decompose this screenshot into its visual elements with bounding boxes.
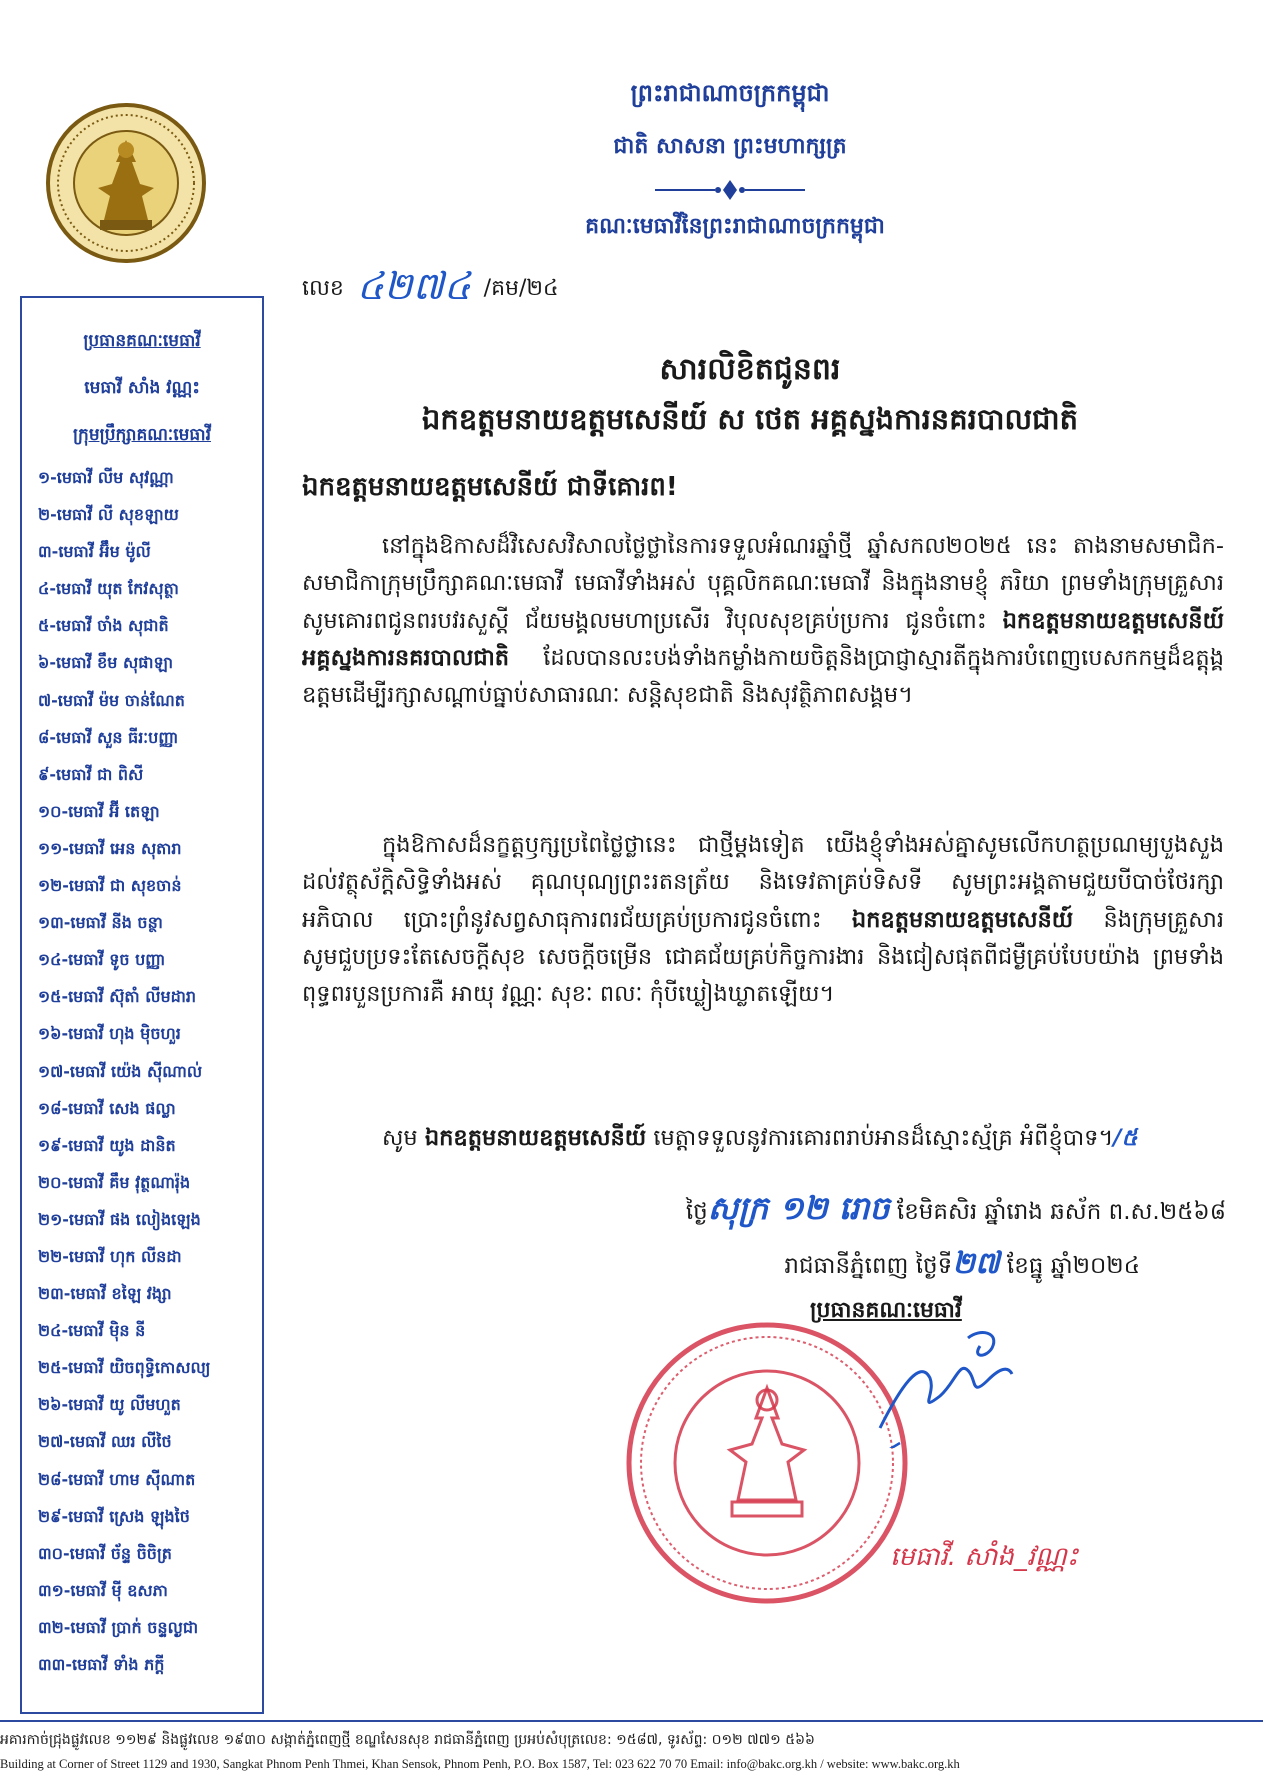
list-item: ៤-មេធាវី យុត កែវសុត្ថា [38, 579, 179, 599]
list-item: ៦-មេធាវី ខឹម សុផាឡា [38, 653, 173, 673]
lunar-date-rest: ខែមិគសិរ ឆ្នាំរោង ឆស័ក ព.ស.២៥៦៨ [889, 1199, 1226, 1225]
letter-title: សារលិខិតជូនពរ [659, 352, 841, 387]
list-item: ២៦-មេធាវី យូ លីមហួត [38, 1395, 181, 1415]
list-item: ២០-មេធាវី គឹម វុត្ថណារ៉ុង [38, 1172, 191, 1192]
list-item: ២៨-មេធាវី ហាម ស៊ីណាត [38, 1469, 196, 1489]
list-item: ២២-មេធាវី ហុក លីនដា [38, 1246, 182, 1266]
list-item: ២៥-មេធាវី យិចពុទ្ធិកោសល្យ [38, 1358, 211, 1378]
paragraph-2-bold: ឯកឧត្តមនាយឧត្តមសេនីយ៍ [851, 906, 1074, 933]
list-item: ៥-មេធាវី ចាំង សុជាតិ [38, 616, 169, 636]
list-item: ២៤-មេធាវី ម៉ិន នី [38, 1321, 146, 1341]
lunar-date [606, 1188, 1226, 1235]
paragraph-1-text-b: ដែលបានលះបង់ទាំងកម្លាំងកាយចិត្តនិងប្រាជ្ញាស្មារតីក្នុងការបំពេញបេសកកម្មដ៏ឧត្តុង្គឧត្តមដើម្បីរក្សាសណ្តាប់ធ្នាប់សាធារណៈ សន្តិសុខជាតិ និងសុវត្ថិភាពសង្គម។ [302, 644, 1224, 709]
reference-label: លេខ [302, 276, 344, 301]
list-item: ៣-មេធាវី អ៊ឹម ម៉ូលី [38, 542, 151, 562]
handwritten-signature-icon [860, 1318, 1020, 1448]
signatory-name: មេធាវី. សាំង_វណ្ណះ [890, 1542, 1079, 1572]
list-item: ១៤-មេធាវី ទូច បញ្ញា [38, 950, 166, 970]
paragraph-2-text-a: ក្នុងឱកាសដ៏នក្ខត្តឫក្សប្រពៃថ្លៃថ្លានេះ ជាថ្មីម្តងទៀត យើងខ្ញុំទាំងអស់គ្នាសូមលើកហត្ថប្រណម្យបួងសួងដល់វត្ថុស័ក្តិសិទ្ធិទាំងអស់ គុណបុណ្យព្រះរតនត្រ័យ និងទេវតាគ្រប់ទិសទី សូមព្រះអង្គតាមជួយបីបាច់ថែរក្សាអភិបាល ប្រោះព្រំនូវសព្វសាធុការពរជ័យគ្រប់ប្រការជូនចំពោះ [302, 832, 1224, 933]
solar-date-prefix: រាជធានីភ្នំពេញ ថ្ងៃទី [784, 1253, 953, 1279]
list-item: ៧-មេធាវី ម៉ម ចាន់ណែត [38, 690, 185, 710]
footer-address-en: Building at Corner of Street 1129 and 1930, Sangkat Phnom Penh Thmei, Khan Sensok, Phnom Penh, P.O. Box 1587, Tel: 023 622 70 70 Email: info@bakc.org.kh / website: www.bakc.org.kh [0, 1757, 960, 1771]
council-member-list [22, 459, 262, 1683]
paragraph-1 [302, 528, 1224, 714]
reference-suffix: /គម/២៤ [483, 276, 559, 301]
national-motto: ជាតិ សាសនា ព្រះមហាក្សត្រ [613, 134, 847, 159]
paragraph-2-text-b: និងក្រុមគ្រួសារ សូមជួបប្រទះតែសេចក្តីសុខ សេចក្តីចម្រើន ជោគជ័យគ្រប់កិច្ចការងារ និងជៀសផុតពីជម្ងឺគ្រប់បែបយ៉ាង ព្រមទាំងពុទ្ធពរបួនប្រការគឺ អាយុ វណ្ណៈ សុខៈ ពលៈ កុំបីឃ្លៀងឃ្លាតឡើយ។ [302, 906, 1224, 1008]
bar-association-emblem-icon [44, 92, 208, 274]
organization-name: គណៈមេធាវីនៃព្រះរាជាណាចក្រកម្ពុជា [585, 214, 885, 239]
solar-date-rest: ខែធ្នូ ឆ្នាំ២០២៤ [999, 1253, 1140, 1279]
footer-divider [0, 1720, 1263, 1722]
list-item: ១១-មេធាវី អេន សុតារា [38, 838, 182, 858]
lunar-date-handwritten: សុក្រ ១២ រោច [707, 1189, 890, 1227]
letter-subtitle: ឯកឧត្តមនាយឧត្តមសេនីយ៍ ស ថេត អគ្គស្នងការនគរបាលជាតិ [421, 402, 1079, 436]
paragraph-1-bold: ឯកឧត្តមនាយឧត្តមសេនីយ៍ អគ្គស្នងការនគរបាលជាតិ [302, 607, 1224, 671]
header-ornament-icon [655, 178, 805, 202]
list-item: ៩-មេធាវី ជា ពិសី [38, 764, 144, 784]
council-sidebar [20, 296, 264, 1714]
reference-number [302, 262, 559, 318]
list-item: ៣១-មេធាវី ម៉ី ឧសភា [38, 1580, 168, 1600]
list-item: ១២-មេធាវី ជា សុខចាន់ [38, 876, 182, 896]
paragraph-3-text-b: មេត្តាទទួលនូវការគោរពរាប់អានដ៏ស្មោះស្ម័គ្រ អំពីខ្ញុំបាទ។ [646, 1125, 1114, 1151]
handwritten-mark: /៥ [1113, 1125, 1138, 1151]
list-item: ២៧-មេធាវី ឈរ លីថៃ [38, 1432, 172, 1452]
president-heading: ប្រធានគណៈមេធាវី [83, 331, 201, 351]
reference-handwritten-number: ៤២៧៤ [356, 264, 471, 308]
council-heading: ក្រុមប្រឹក្សាគណៈមេធាវី [72, 425, 211, 445]
list-item: ១-មេធាវី លីម សុវណ្ណា [38, 468, 174, 487]
list-item: ២៩-មេធាវី ស្រេង ឡុងថៃ [38, 1506, 190, 1526]
list-item: ១៦-មេធាវី ហុង ម៉ិចហួរ [38, 1024, 181, 1044]
list-item: ២៣-មេធាវី ខឡៃ វង្សា [38, 1284, 172, 1304]
paragraph-3-bold: ឯកឧត្តមនាយឧត្តមសេនីយ៍ [424, 1125, 647, 1151]
list-item: ១៨-មេធាវី សេង ផល្លា [38, 1098, 176, 1118]
kingdom-title: ព្រះរាជាណាចក្រកម្ពុជា [630, 79, 830, 107]
paragraph-2 [302, 827, 1224, 1013]
list-item: ១០-មេធាវី អ៊ី តេឡា [38, 801, 160, 821]
solar-date-day: ២៧ [952, 1246, 1000, 1281]
salutation: ឯកឧត្តមនាយឧត្តមសេនីយ៍ ជាទីគោរព! [302, 472, 678, 502]
list-item: ៣២-មេធាវី ប្រាក់ ចន្ទល្ងជា [38, 1617, 199, 1637]
list-item: ២១-មេធាវី ផង លៀងឡេង [38, 1209, 201, 1229]
president-name: មេធាវី សាំង វណ្ណះ [84, 378, 200, 398]
paragraph-3-text-a: សូម [382, 1125, 425, 1151]
paragraph-1-text-a: នៅក្នុងឱកាសដ៏វិសេសវិសាលថ្លៃថ្លានៃការទទួលអំណរឆ្នាំថ្មី ឆ្នាំសកល២០២៥ នេះ តាងនាមសមាជិក-សមាជិកាក្រុមប្រឹក្សាគណៈមេធាវី មេធាវីទាំងអស់ បុគ្គលិកគណៈមេធាវី និងក្នុងនាមខ្ញុំ ភរិយា ព្រមទាំងក្រុមគ្រួសារ សូមគោរពជូនពរបវរសួស្តី ជ័យមង្គលមហាប្រសើរ វិបុលសុខគ្រប់ប្រការ ជូនចំពោះ [302, 533, 1224, 634]
list-item: ១៧-មេធាវី យ៉េង ស៊ីណាល់ [38, 1061, 203, 1081]
lunar-date-prefix: ថ្ងៃ [685, 1199, 708, 1225]
list-item: ១៣-មេធាវី នីង ចន្ថា [38, 913, 163, 933]
paragraph-3 [302, 1120, 1224, 1157]
list-item: ៣០-មេធាវី ច័ន្ទ ចិចិត្រ [38, 1543, 172, 1563]
signatory-title: ប្រធានគណៈមេធាវី [810, 1298, 962, 1323]
list-item: ១៥-មេធាវី ស៊ុតាំ លីមដារា [38, 987, 197, 1007]
list-item: ៣៣-មេធាវី ទាំង ភក្តី [38, 1655, 165, 1674]
list-item: ២-មេធាវី លី សុខឡាយ [38, 505, 179, 525]
list-item: ៨-មេធាវី សួន ធីរៈបញ្ញា [38, 727, 179, 747]
solar-date [606, 1244, 1140, 1288]
footer-address-km: អគារកាច់ជ្រុងផ្លូវលេខ ១១២៩ និងផ្លូវលេខ ១៩៣០ សង្កាត់ភ្នំពេញថ្មី ខណ្ឌសែនសុខ រាជធានីភ្នំពេញ ប្រអប់សំបុត្រលេខ: ១៥៨៧, ទូរស័ព្ទ: ០១២ ៧៧១ ៥៦៦ [0, 1732, 815, 1748]
list-item: ១៩-មេធាវី យូង ដានិត [38, 1135, 176, 1155]
